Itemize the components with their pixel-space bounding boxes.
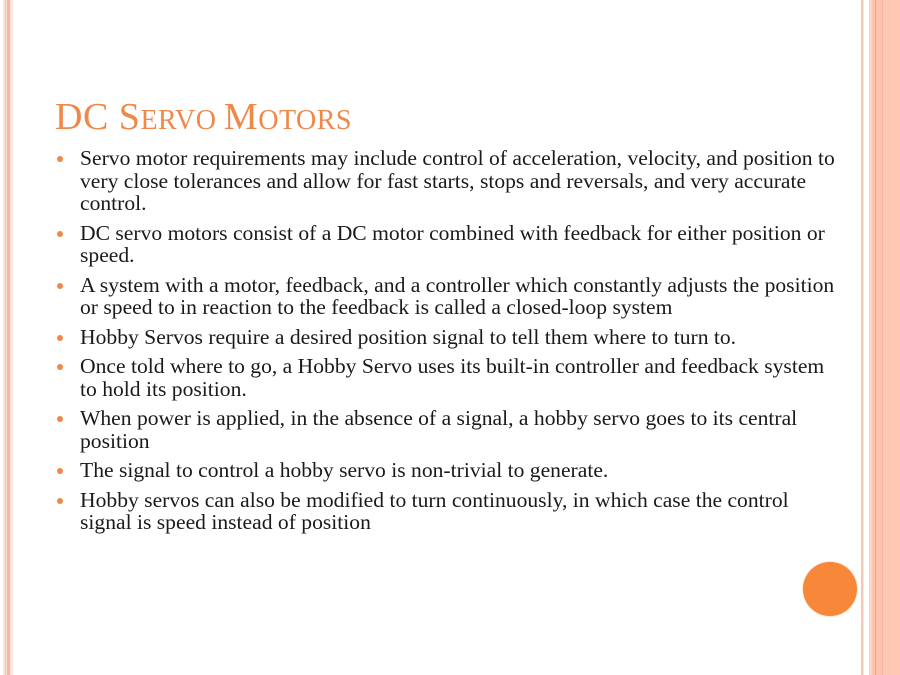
bullet-item xyxy=(55,222,845,267)
title-part: DC xyxy=(55,96,119,138)
decorative-orange-circle xyxy=(803,562,857,616)
title-part: S xyxy=(118,96,141,138)
bullet-text: DC servo motors consist of a DC motor combined with feedback for either position or speed. xyxy=(80,220,825,267)
slide-title xyxy=(55,95,352,139)
right-decorative-stripes xyxy=(860,0,900,675)
bullet-text: When power is applied, in the absence of a signal, a hobby servo goes to its central position xyxy=(80,406,798,453)
bullet-item xyxy=(55,459,845,482)
bullet-text: A system with a motor, feedback, and a controller which constantly adjusts the position or speed to in reaction to the feedback is called a closed-loop system xyxy=(80,272,835,319)
bullet-text: Hobby servos can also be modified to turn continuously, in which case the control signal is speed instead of position xyxy=(80,487,789,534)
title-part: ERVO xyxy=(140,105,224,136)
bullet-dot-icon xyxy=(57,364,63,370)
bullet-dot-icon xyxy=(57,156,63,162)
bullet-list xyxy=(55,147,845,541)
bullet-dot-icon xyxy=(57,283,63,289)
bullet-text: The signal to control a hobby servo is non-trivial to generate. xyxy=(80,458,609,482)
title-part: M xyxy=(223,96,259,138)
bullet-dot-icon xyxy=(57,231,63,237)
bullet-dot-icon xyxy=(57,498,63,504)
bullet-item xyxy=(55,489,845,534)
bullet-item xyxy=(55,326,845,349)
bullet-text: Servo motor requirements may include control of acceleration, velocity, and position to very close tolerances and allow for fast starts, stops and reversals, and very accurate control. xyxy=(80,146,835,215)
bullet-item xyxy=(55,147,845,215)
bullet-dot-icon xyxy=(57,468,63,474)
left-decorative-stripes xyxy=(0,0,16,675)
bullet-item xyxy=(55,407,845,452)
bullet-dot-icon xyxy=(57,335,63,341)
bullet-text: Hobby Servos require a desired position signal to tell them where to turn to. xyxy=(80,324,737,349)
bullet-item xyxy=(55,274,845,319)
title-part: OTORS xyxy=(258,105,353,136)
bullet-text: Once told where to go, a Hobby Servo uses its built-in controller and feedback system to hold its position. xyxy=(80,354,825,401)
bullet-item xyxy=(55,355,845,400)
bullet-dot-icon xyxy=(57,416,63,422)
